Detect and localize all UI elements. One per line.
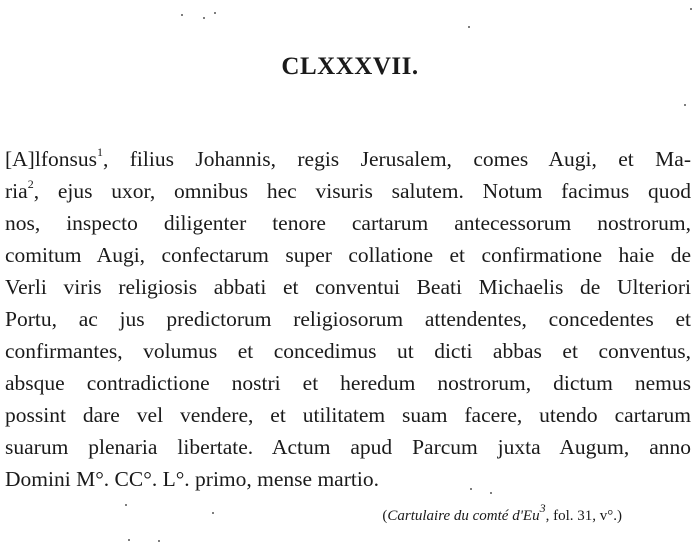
scan-speck	[468, 26, 470, 28]
charter-line: absque contradictione nostri et heredum nostrorum, dictum nemus	[5, 371, 691, 395]
scan-speck	[490, 492, 492, 494]
footnote-marker: 2	[27, 176, 34, 191]
charter-text	[5, 143, 691, 495]
footnote-marker: 1	[96, 144, 103, 159]
scan-speck	[214, 12, 216, 14]
scan-speck	[125, 504, 127, 506]
charter-line	[5, 175, 691, 207]
scan-speck	[212, 512, 214, 514]
citation-open-paren: (	[382, 508, 388, 524]
line-text: , ejus uxor, omnibus hec visuris salutem. Notum facimus quod	[33, 179, 691, 203]
charter-line: confirmantes, volumus et concedimus ut dicti abbas et conventus,	[5, 339, 691, 363]
scan-speck	[684, 104, 686, 106]
source-citation	[382, 501, 622, 525]
line-text: [A]lfonsus	[5, 147, 97, 171]
line-text: ria	[5, 179, 28, 203]
charter-line: suarum plenaria libertate. Actum apud Parcum juxta Augum, anno	[5, 435, 691, 459]
charter-line: Domini M°. CC°. L°. primo, mense martio.	[5, 467, 379, 491]
footnote-marker: 3	[539, 501, 546, 515]
scan-speck	[203, 17, 205, 19]
charter-line: possint dare vel vendere, et utilitatem suam facere, utendo cartarum	[5, 403, 691, 427]
charter-line: nos, inspecto diligenter tenore cartarum antecessorum nostrorum,	[5, 211, 691, 235]
line-text: , filius Johannis, regis Jerusalem, comes Augi, et Ma-	[102, 147, 691, 171]
charter-line: Portu, ac jus predictorum religiosorum attendentes, concedentes et	[5, 307, 691, 331]
citation-source: Cartulaire du comté d'Eu	[387, 508, 540, 524]
charter-number-heading: CLXXXVII.	[281, 52, 419, 80]
charter-line	[5, 143, 691, 175]
charter-line: comitum Augi, confectarum super collatione et confirmatione haie de	[5, 243, 691, 267]
scan-speck	[158, 540, 160, 542]
citation-folio: , fol. 31, v°.)	[545, 508, 622, 524]
charter-line: Verli viris religiosis abbati et conventui Beati Michaelis de Ulteriori	[5, 275, 691, 299]
scan-speck	[470, 488, 472, 490]
scan-speck	[181, 14, 183, 16]
scan-speck	[128, 539, 130, 541]
scan-speck	[690, 8, 692, 10]
